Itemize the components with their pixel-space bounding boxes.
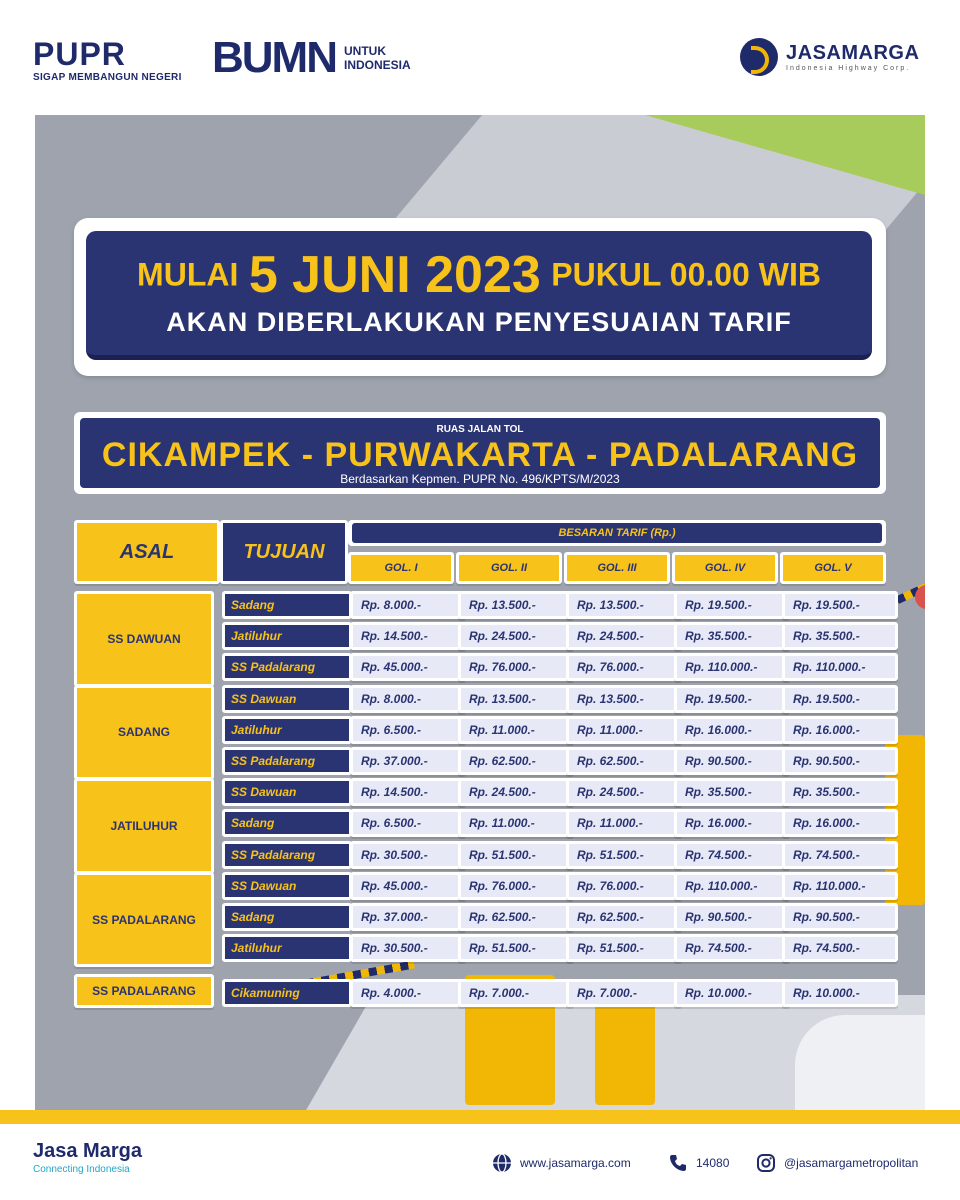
tujuan-cell: SS Dawuan [222,778,352,806]
tarif-cell-gol-4: Rp. 19.500.- [674,685,790,713]
tarif-cell-gol-5: Rp. 10.000.- [782,979,898,1007]
tarif-cell-gol-3: Rp. 51.500.- [566,841,682,869]
tarif-cell-gol-4: Rp. 35.500.- [674,778,790,806]
asal-cell: SS PADALARANG [74,872,214,968]
tarif-cell-gol-3: Rp. 11.000.- [566,716,682,744]
tarif-cell-gol-4: Rp. 10.000.- [674,979,790,1007]
tarif-cell-gol-5: Rp. 16.000.- [782,716,898,744]
tarif-cell-gol-4: Rp. 16.000.- [674,716,790,744]
bumn-logo-text: BUMN [212,33,336,82]
effective-date-line [86,245,872,305]
tarif-cell-gol-2: Rp. 7.000.- [458,979,574,1007]
phone-number[interactable]: 14080 [696,1156,730,1170]
tarif-cell-gol-3: Rp. 11.000.- [566,809,682,837]
asal-cell: SS DAWUAN [74,591,214,687]
column-header-besaran-tarif [348,520,886,546]
tarif-cell-gol-2: Rp. 51.500.- [458,841,574,869]
tarif-cell-gol-1: Rp. 14.500.- [350,778,466,806]
footer-brand-tagline: Connecting Indonesia [33,1164,130,1175]
tarif-cell-gol-3: Rp. 76.000.- [566,872,682,900]
website-contact[interactable] [492,1153,631,1173]
tarif-cell-gol-5: Rp. 90.500.- [782,747,898,775]
globe-icon [492,1153,512,1173]
tarif-cell-gol-1: Rp. 30.500.- [350,841,466,869]
tarif-cell-gol-2: Rp. 11.000.- [458,716,574,744]
tarif-cell-gol-1: Rp. 14.500.- [350,622,466,650]
tujuan-cell: SS Dawuan [222,872,352,900]
tujuan-cell: Sadang [222,591,352,619]
column-header-tujuan: TUJUAN [220,520,348,584]
asal-cell: SADANG [74,685,214,781]
column-header-gol-5: GOL. V [780,552,886,584]
tarif-cell-gol-5: Rp. 74.500.- [782,841,898,869]
tarif-cell-gol-3: Rp. 51.500.- [566,934,682,962]
tarif-cell-gol-2: Rp. 13.500.- [458,591,574,619]
instagram-handle[interactable]: @jasamargametropolitan [784,1156,919,1170]
tarif-cell-gol-4: Rp. 90.500.- [674,747,790,775]
tarif-cell-gol-1: Rp. 8.000.- [350,591,466,619]
tarif-cell-gol-5: Rp. 19.500.- [782,685,898,713]
phone-contact[interactable] [668,1153,729,1173]
tujuan-cell: SS Dawuan [222,685,352,713]
tarif-cell-gol-5: Rp. 35.500.- [782,778,898,806]
tarif-cell-gol-5: Rp. 110.000.- [782,653,898,681]
column-header-asal: ASAL [74,520,220,584]
tarif-cell-gol-3: Rp. 24.500.- [566,622,682,650]
tarif-cell-gol-5: Rp. 16.000.- [782,809,898,837]
tarif-cell-gol-4: Rp. 16.000.- [674,809,790,837]
jasamarga-logo [740,38,919,76]
tarif-cell-gol-4: Rp. 74.500.- [674,841,790,869]
tarif-cell-gol-4: Rp. 35.500.- [674,622,790,650]
besaran-tarif-label: BESARAN TARIF (Rp.) [352,523,882,543]
pupr-logo [33,38,182,83]
announcement-banner [74,218,886,376]
tarif-cell-gol-3: Rp. 62.500.- [566,747,682,775]
bumn-logo [212,33,411,82]
tarif-cell-gol-3: Rp. 13.500.- [566,591,682,619]
car [795,1015,925,1110]
tujuan-cell: Jatiluhur [222,934,352,962]
asal-cell: SS PADALARANG [74,974,214,1007]
tarif-cell-gol-5: Rp. 90.500.- [782,903,898,931]
column-header-gol-2: GOL. II [456,552,562,584]
tarif-cell-gol-2: Rp. 76.000.- [458,872,574,900]
tarif-cell-gol-3: Rp. 76.000.- [566,653,682,681]
tarif-cell-gol-3: Rp. 7.000.- [566,979,682,1007]
tujuan-cell: Sadang [222,809,352,837]
tarif-cell-gol-1: Rp. 37.000.- [350,903,466,931]
tarif-cell-gol-4: Rp. 74.500.- [674,934,790,962]
regulation-basis: Berdasarkan Kepmen. PUPR No. 496/KPTS/M/2023 [340,472,620,486]
tarif-cell-gol-1: Rp. 6.500.- [350,716,466,744]
announcement-text: AKAN DIBERLAKUKAN PENYESUAIAN TARIF [166,307,792,337]
tarif-cell-gol-5: Rp. 19.500.- [782,591,898,619]
column-header-gol-4: GOL. IV [672,552,778,584]
website-link[interactable]: www.jasamarga.com [520,1156,631,1170]
tarif-cell-gol-4: Rp. 110.000.- [674,872,790,900]
tarif-cell-gol-3: Rp. 13.500.- [566,685,682,713]
tarif-cell-gol-2: Rp. 62.500.- [458,747,574,775]
tarif-cell-gol-1: Rp. 6.500.- [350,809,466,837]
tarif-cell-gol-1: Rp. 4.000.- [350,979,466,1007]
toll-gate-machine [595,995,655,1105]
bumn-tagline [344,44,411,72]
tujuan-cell: SS Padalarang [222,653,352,681]
tujuan-cell: Jatiluhur [222,716,352,744]
tujuan-cell: Cikamuning [222,979,352,1007]
tarif-cell-gol-3: Rp. 24.500.- [566,778,682,806]
column-header-gol-3: GOL. III [564,552,670,584]
toll-road-title [74,412,886,494]
tarif-cell-gol-1: Rp. 45.000.- [350,653,466,681]
effective-date: 5 JUNI 2023 [248,246,541,304]
tarif-cell-gol-2: Rp. 24.500.- [458,778,574,806]
footer-brand-name: Jasa Marga [33,1140,142,1162]
tarif-cell-gol-1: Rp. 37.000.- [350,747,466,775]
tarif-cell-gol-1: Rp. 45.000.- [350,872,466,900]
tarif-cell-gol-4: Rp. 19.500.- [674,591,790,619]
footer-divider [0,1110,960,1124]
tarif-cell-gol-1: Rp. 30.500.- [350,934,466,962]
bumn-tagline-line1: UNTUK [343,44,386,58]
header [0,0,960,115]
date-prefix: MULAI [137,256,239,293]
tarif-cell-gol-5: Rp. 110.000.- [782,872,898,900]
tarif-cell-gol-3: Rp. 62.500.- [566,903,682,931]
asal-cell: JATILUHUR [74,778,214,874]
phone-icon [668,1153,688,1173]
effective-time: PUKUL 00.00 WIB [551,256,821,293]
footer-brand [33,1140,142,1175]
tarif-cell-gol-2: Rp. 62.500.- [458,903,574,931]
toll-road-label: RUAS JALAN TOL [436,424,524,435]
jasamarga-tagline: Indonesia Highway Corp. [786,65,911,72]
tarif-cell-gol-5: Rp. 74.500.- [782,934,898,962]
instagram-contact[interactable] [756,1153,918,1173]
tarif-cell-gol-2: Rp. 13.500.- [458,685,574,713]
tujuan-cell: SS Padalarang [222,841,352,869]
tujuan-cell: SS Padalarang [222,747,352,775]
tarif-cell-gol-2: Rp. 51.500.- [458,934,574,962]
column-header-gol-1: GOL. I [348,552,454,584]
tujuan-cell: Jatiluhur [222,622,352,650]
toll-road-name: CIKAMPEK - PURWAKARTA - PADALARANG [101,436,859,474]
pupr-logo-text: PUPR [33,36,126,72]
tarif-cell-gol-1: Rp. 8.000.- [350,685,466,713]
jasamarga-emblem-icon [740,38,778,76]
tarif-cell-gol-4: Rp. 90.500.- [674,903,790,931]
tarif-cell-gol-2: Rp. 11.000.- [458,809,574,837]
tarif-cell-gol-5: Rp. 35.500.- [782,622,898,650]
tarif-cell-gol-2: Rp. 24.500.- [458,622,574,650]
tarif-cell-gol-2: Rp. 76.000.- [458,653,574,681]
tarif-cell-gol-4: Rp. 110.000.- [674,653,790,681]
tujuan-cell: Sadang [222,903,352,931]
bumn-tagline-line2: INDONESIA [343,58,411,72]
pupr-tagline: SIGAP MEMBANGUN NEGERI [33,72,182,83]
instagram-icon [756,1153,776,1173]
jasamarga-logo-text: JASAMARGA [786,42,920,64]
